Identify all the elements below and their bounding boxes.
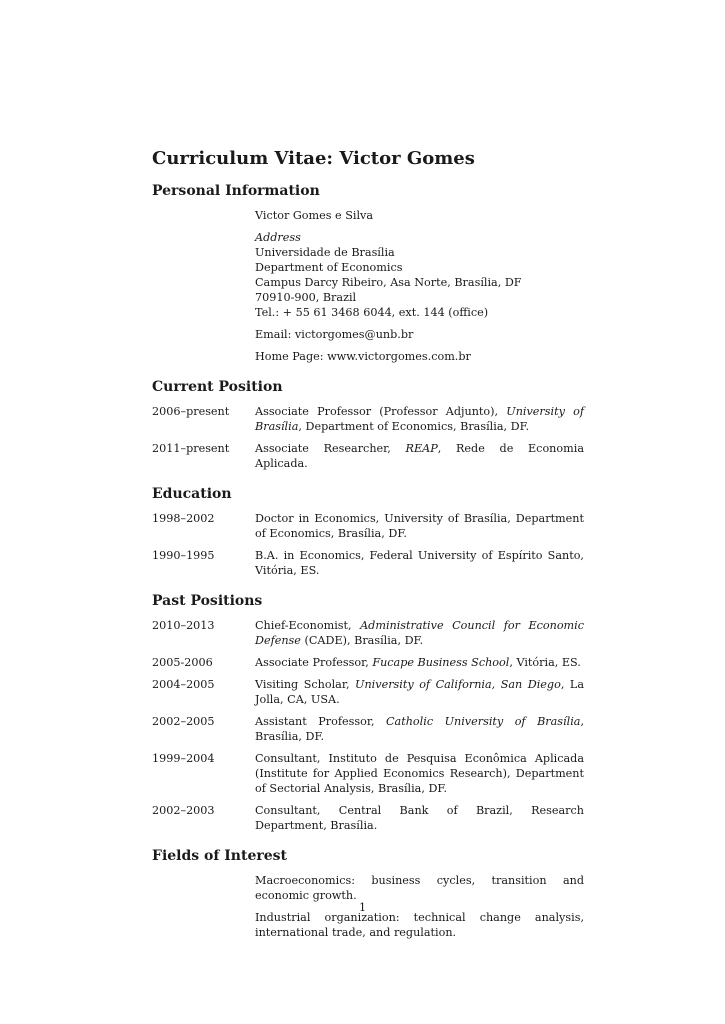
list-item: [152, 677, 584, 707]
item-date: 2005-2006: [152, 656, 213, 669]
list-item: Industrial organization: technical change analysis, international trade, and regulation.: [255, 911, 584, 939]
homepage-link[interactable]: Home Page: www.victorgomes.com.br: [255, 350, 471, 363]
personal-info: [255, 208, 584, 364]
item-date: 2002–2003: [152, 804, 215, 817]
address-label: Address: [255, 231, 301, 244]
item-date: 1998–2002: [152, 512, 215, 525]
list-item: [152, 441, 584, 471]
item-description: Consultant, Instituto de Pesquisa Econômica Aplicada (Institute for Applied Economics Research), Department of Sectorial Analysis, Brasília, DF.: [255, 752, 584, 795]
list-item: [152, 655, 584, 670]
current-position-heading: Current Position: [152, 379, 283, 395]
email[interactable]: Email: victorgomes@unb.br: [255, 328, 414, 341]
list-item: [152, 618, 584, 648]
full-name: Victor Gomes e Silva: [255, 209, 374, 222]
list-item: [152, 511, 584, 541]
address-block: [255, 230, 584, 320]
item-description: Consultant, Central Bank of Brazil, Research Department, Brasília.: [255, 804, 584, 832]
list-item: [152, 548, 584, 578]
page-number: 1: [358, 901, 367, 914]
item-description: Assistant Professor, Catholic University of Brasília, Brasília, DF.: [255, 715, 585, 743]
address-line: Department of Economics: [255, 261, 403, 274]
item-date: 2006–present: [152, 405, 230, 418]
item-description: Associate Professor (Professor Adjunto), University of Brasília, Department of Economics, Brasília, DF.: [255, 405, 584, 433]
address-line: 70910-900, Brazil: [255, 291, 357, 304]
past-positions-heading: Past Positions: [152, 593, 263, 609]
item-description: B.A. in Economics, Federal University of Espírito Santo, Vitória, ES.: [255, 549, 584, 577]
fields-of-interest-heading: Fields of Interest: [152, 848, 287, 864]
item-date: 2004–2005: [152, 678, 215, 691]
item-description: Associate Researcher, REAP, Rede de Economia Aplicada.: [255, 442, 584, 470]
list-item: Macroeconomics: business cycles, transition and economic growth.: [255, 874, 584, 902]
item-description: Chief-Economist, Administrative Council for Economic Defense (CADE), Brasília, DF.: [255, 619, 585, 647]
item-date: 2011–present: [152, 442, 230, 455]
address-line: Campus Darcy Ribeiro, Asa Norte, Brasília, DF: [255, 276, 522, 289]
telephone: Tel.: + 55 61 3468 6044, ext. 144 (office): [255, 306, 489, 319]
page-title: Curriculum Vitae: Victor Gomes: [152, 148, 475, 169]
cv-page: [152, 146, 584, 947]
address-line: Universidade de Brasília: [255, 246, 395, 259]
item-description: Doctor in Economics, University of Brasília, Department of Economics, Brasília, DF.: [255, 512, 584, 540]
item-date: 1999–2004: [152, 752, 215, 765]
item-date: 1990–1995: [152, 549, 215, 562]
item-description: Associate Professor, Fucape Business School, Vitória, ES.: [255, 656, 581, 669]
list-item: [152, 751, 584, 796]
personal-heading: Personal Information: [152, 183, 320, 199]
list-item: [152, 803, 584, 833]
education-heading: Education: [152, 486, 232, 502]
item-date: 2010–2013: [152, 619, 215, 632]
item-date: 2002–2005: [152, 715, 215, 728]
list-item: [152, 714, 584, 744]
item-description: Visiting Scholar, University of California, San Diego, La Jolla, CA, USA.: [255, 678, 585, 706]
list-item: [152, 404, 584, 434]
